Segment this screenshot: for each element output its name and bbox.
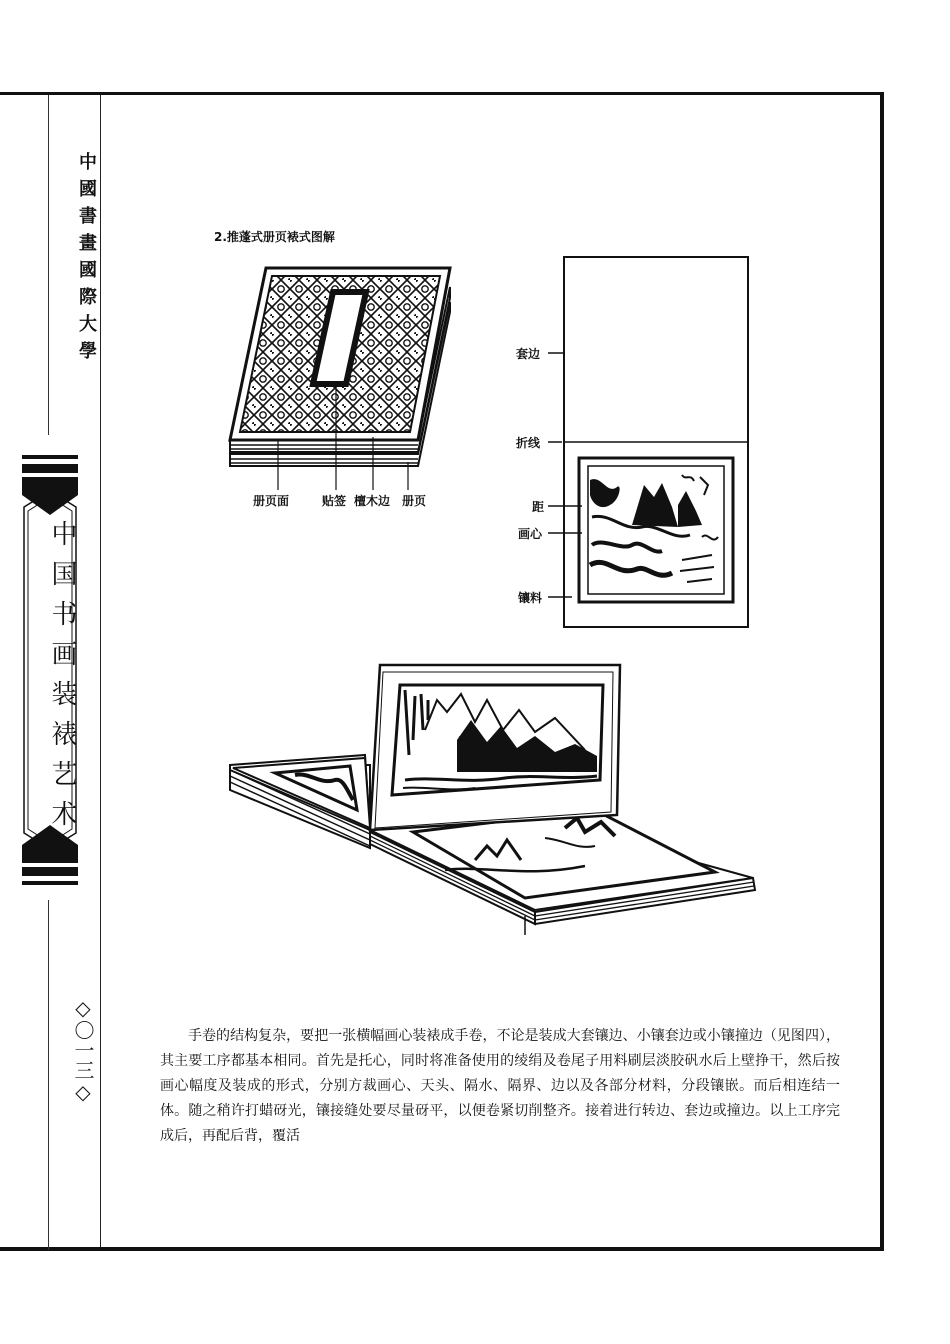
label-wood-edge: 檀木边: [354, 494, 391, 508]
spine-line-top: [48, 95, 49, 435]
page-number: ◇〇一三◇: [71, 996, 95, 1104]
spine-line-bottom: [48, 900, 49, 1250]
label-label-strip: 贴签: [322, 494, 347, 508]
label-leaves: 册页: [402, 494, 427, 508]
page-frame-right: [880, 92, 884, 1251]
label-mount: 镶料: [518, 591, 543, 605]
label-fold: 折线: [516, 436, 541, 450]
book-title: 中国书画装裱艺术: [47, 520, 77, 840]
leaf-label-leaders: [548, 345, 588, 605]
label-cover: 册页面: [253, 494, 290, 508]
page-frame-inner-line: [100, 95, 101, 1247]
page-frame-top: [0, 92, 884, 95]
series-title: 中國書畫國際大學: [76, 152, 97, 368]
label-painting: 画心: [518, 527, 543, 541]
label-frame: 套边: [516, 347, 541, 361]
open-album-illustration: [225, 660, 760, 940]
label-gap: 距: [532, 500, 545, 514]
page-frame-bottom: [0, 1247, 884, 1251]
figure-caption: 2.推蓬式册页裱式图解: [214, 230, 335, 244]
album-illustration: [218, 262, 468, 507]
leaf-layout-diagram: [562, 255, 752, 630]
body-paragraph: 手卷的结构复杂，要把一张横幅画心装裱成手卷，不论是装成大套镶边、小镶套边或小镶撞边（见图四），其主要工序都基本相同。首先是托心，同时将准备使用的绫绢及卷尾子用料刷层淡胶矾水后上壁挣干，然后按画心幅度及装成的形式，分别方裁画心、天头、隔水、隔界、边以及各部分材料，分段镶嵌。而后相连结一体。随之稍许打蜡砑光，镶接缝处要尽量砑平，以便卷紧切削整齐。接着进行转边、套边或撞边。以上工序完成后，再配后背，覆活: [160, 1028, 840, 1144]
